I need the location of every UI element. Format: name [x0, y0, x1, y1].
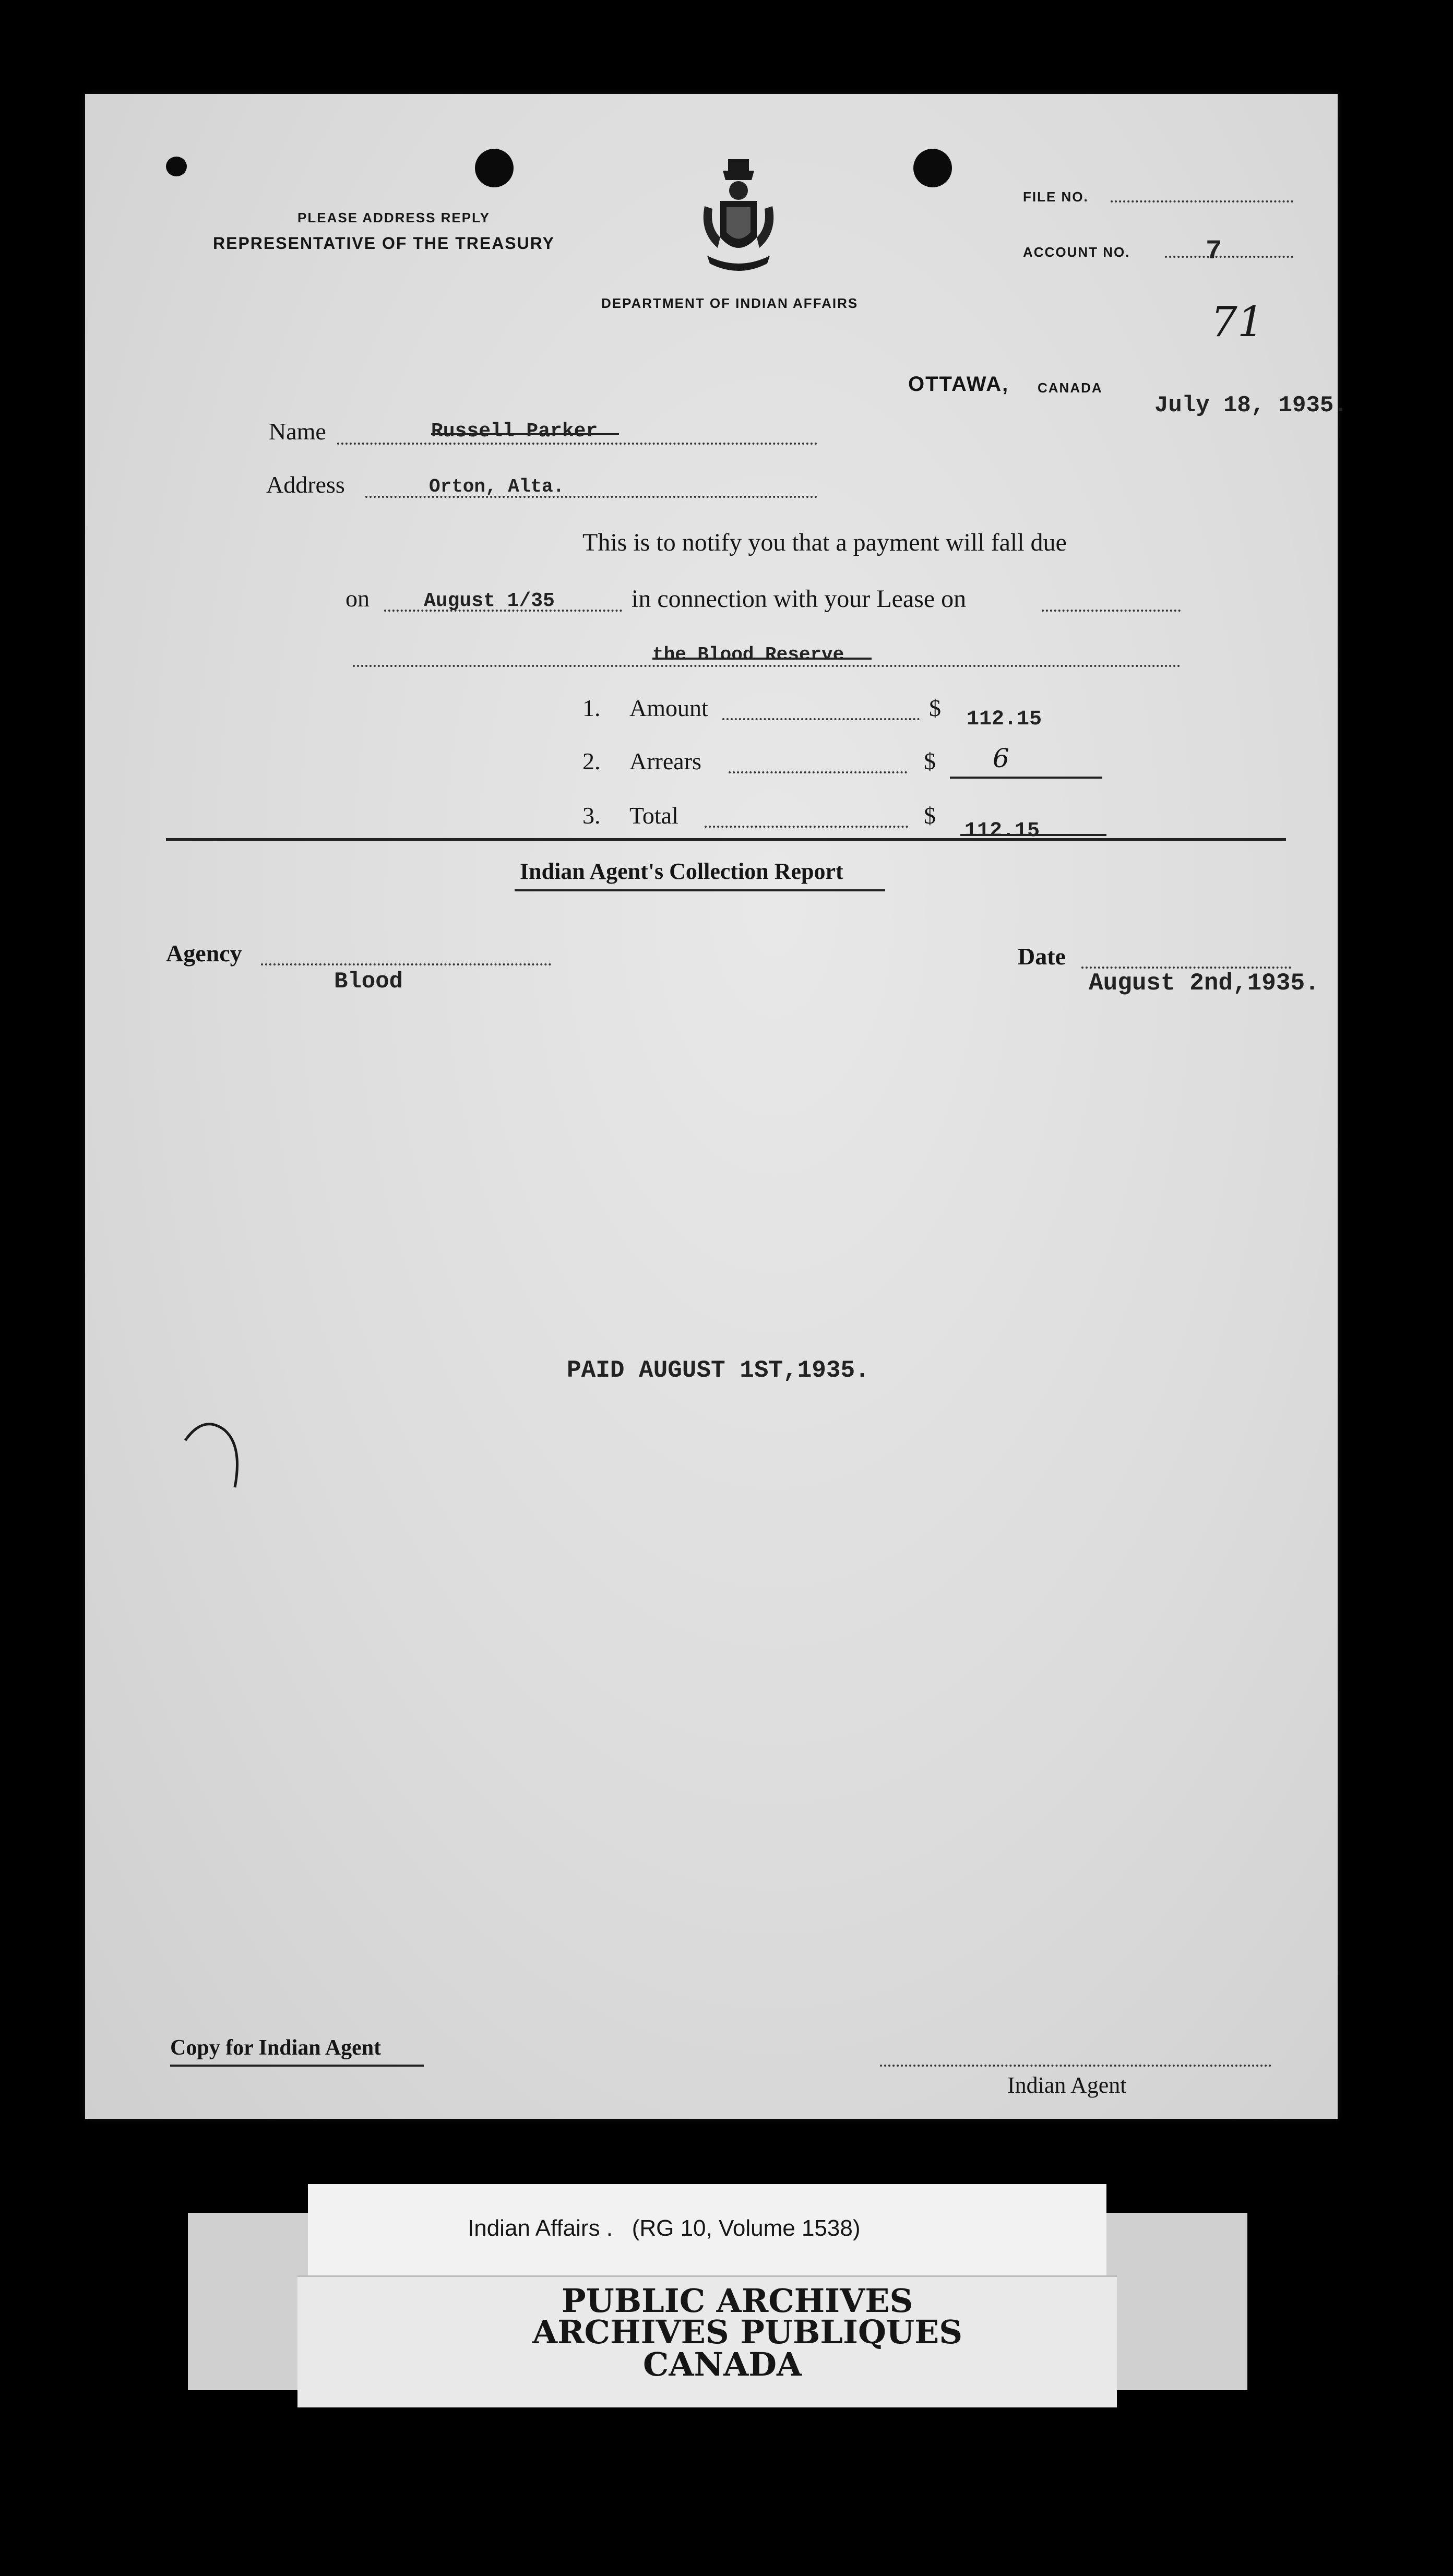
punch-hole-right: [913, 149, 952, 187]
item-3-currency: $: [924, 802, 936, 829]
file-no-label: FILE NO.: [1023, 189, 1089, 205]
agency-value: Blood: [334, 969, 403, 995]
date-line: [1081, 967, 1291, 969]
item-3-number: 3.: [582, 802, 601, 829]
item-1-line: [722, 718, 920, 720]
name-strike: [431, 433, 619, 435]
city-label: OTTAWA,: [908, 373, 1009, 396]
item-1-number: 1.: [582, 695, 601, 721]
reply-line-1: PLEASE ADDRESS REPLY: [297, 210, 490, 225]
on-label: on: [346, 585, 370, 612]
file-no-line: [1111, 200, 1293, 202]
item-2-label: Arrears: [629, 748, 701, 774]
punch-hole-left: [475, 149, 514, 187]
reply-line-2: REPRESENTATIVE OF THE TREASURY: [213, 234, 555, 253]
notice-text: This is to notify you that a payment will fall due: [582, 529, 1067, 556]
name-line: [337, 443, 817, 445]
agency-line: [261, 963, 551, 965]
collection-report-underline: [515, 889, 885, 891]
letter-date: July 18, 1935.: [1154, 392, 1348, 419]
due-date-value: August 1/35: [424, 590, 555, 612]
tear-mark: [166, 157, 187, 176]
lease-text: in connection with your Lease on: [632, 585, 967, 613]
account-no-line: [1165, 256, 1293, 258]
collection-report-title: Indian Agent's Collection Report: [520, 858, 843, 884]
department-name: DEPARTMENT OF INDIAN AFFAIRS: [601, 295, 859, 311]
name-label: Name: [269, 418, 326, 445]
address-value: Orton, Alta.: [429, 476, 565, 497]
address-label: Address: [266, 471, 345, 498]
archive-line-1: PUBLIC ARCHIVES: [562, 2282, 913, 2320]
account-no-label: ACCOUNT NO.: [1023, 244, 1130, 260]
lease-line: [1042, 610, 1181, 612]
name-value: Russell Parker: [431, 420, 598, 443]
item-2-value: 6: [993, 743, 1009, 773]
item-2-number: 2.: [582, 748, 601, 774]
archive-line-2: ARCHIVES PUBLIQUES: [532, 2313, 963, 2351]
reserve-value: the Blood Reserve: [652, 644, 844, 665]
item-2-currency: $: [924, 748, 936, 774]
section-divider: [166, 838, 1286, 841]
date-label: Date: [1018, 943, 1066, 970]
item-2-line: [729, 771, 907, 773]
item-3-label: Total: [629, 802, 678, 829]
signature-label: Indian Agent: [1007, 2072, 1127, 2098]
item-1-label: Amount: [629, 695, 708, 721]
coat-of-arms-logo: [699, 159, 778, 279]
date-value: August 2nd,1935.: [1089, 970, 1319, 997]
item-3-line: [705, 826, 908, 828]
copy-for-agent-label: Copy for Indian Agent: [170, 2036, 382, 2060]
reserve-strike: [652, 658, 872, 660]
item-1-value: 112.15: [967, 708, 1042, 731]
item-1-currency: $: [929, 695, 941, 721]
archive-reference: Indian Affairs . (RG 10, Volume 1538): [468, 2215, 861, 2241]
agency-label: Agency: [166, 940, 242, 967]
account-no-value: 7: [1206, 236, 1222, 267]
copy-label-underline: [170, 2065, 424, 2067]
signature-line: [880, 2065, 1271, 2067]
document-page: [85, 94, 1338, 2119]
handwritten-number: 71: [1211, 297, 1264, 346]
country-label: CANADA: [1038, 380, 1103, 396]
item-3-strike: [960, 834, 1106, 836]
archive-line-3: CANADA: [643, 2345, 802, 2383]
paid-stamp: PAID AUGUST 1ST,1935.: [567, 1357, 870, 1384]
item-3-value: 112.15: [964, 819, 1040, 843]
handwritten-mark: [183, 1409, 256, 1495]
item-2-underline: [950, 777, 1102, 779]
